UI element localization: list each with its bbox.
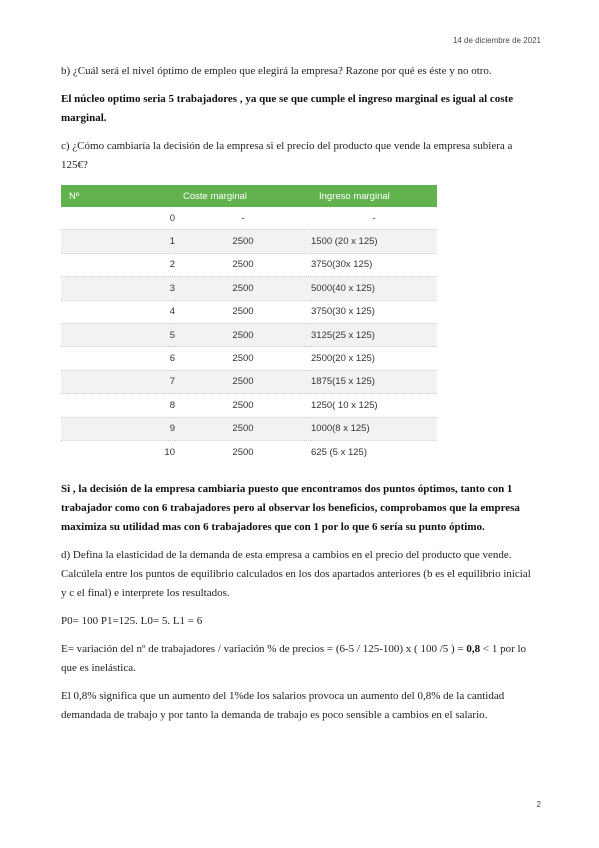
question-c: c) ¿Cómo cambiaría la decisión de la empresa si el precio del producto que vende la empresa subiera a 125€? bbox=[61, 140, 513, 171]
cell-n: 5 bbox=[169, 329, 175, 341]
header-n: Nº bbox=[69, 190, 80, 202]
table-row bbox=[61, 323, 437, 346]
cell-n: 4 bbox=[169, 306, 175, 318]
header-cost: Coste marginal bbox=[183, 190, 247, 202]
marginal-table bbox=[61, 185, 437, 463]
table-row bbox=[61, 253, 437, 276]
cell-cost: 2500 bbox=[232, 306, 254, 318]
elasticity-formula bbox=[61, 640, 539, 678]
cell-income: 1250( 10 x 125) bbox=[311, 399, 378, 411]
elasticity-text: E= variación del nº de trabajadores / variación % de precios = (6-5 / 125-100) x ( 100 /5 ) = bbox=[61, 643, 467, 656]
cell-income: 625 (5 x 125) bbox=[311, 446, 367, 458]
answer-c: Si , la decisión de la empresa cambiaria puesto que encontramos dos puntos óptimos, tanto con 1 trabajador como con 6 trabajadores pero al observar los beneficios, comprobamos que la empresa maximiza su utilidad mas con 6 trabajadores que con 1 por lo que 6 sería su punto óptimo. bbox=[61, 483, 520, 534]
table-row bbox=[61, 347, 437, 370]
cell-cost: 2500 bbox=[232, 282, 254, 294]
table-row bbox=[61, 230, 437, 253]
header-date: 14 de diciembre de 2021 bbox=[452, 36, 541, 45]
cell-cost: 2500 bbox=[232, 399, 254, 411]
cell-cost: - bbox=[241, 212, 245, 224]
cell-n: 3 bbox=[169, 282, 175, 294]
cell-cost: 2500 bbox=[232, 423, 254, 435]
cell-cost: 2500 bbox=[232, 446, 254, 458]
cell-n: 0 bbox=[169, 212, 175, 224]
question-d: d) Defina la elasticidad de la demanda de esta empresa a cambios en el precio del producto que vende. Calcúlela entre los puntos de equilibrio calculados en los dos apartados anteriores (b es el equilibrio inicial y c el final) e interprete los resultados. bbox=[61, 549, 531, 600]
cell-income: 1875(15 x 125) bbox=[311, 376, 375, 388]
interpretation: El 0,8% significa que un aumento del 1%de los salarios provoca un aumento del 0,8% de la cantidad demandada de trabajo y por tanto la demanda de trabajo es poco sensible a cambios en el salario. bbox=[61, 690, 505, 722]
cell-income: 2500(20 x 125) bbox=[311, 353, 375, 365]
header-income: Ingreso marginal bbox=[319, 190, 390, 202]
table-row bbox=[61, 277, 437, 300]
cell-cost: 2500 bbox=[232, 259, 254, 271]
cell-income: 3125(25 x 125) bbox=[311, 329, 375, 341]
question-b: b) ¿Cuál será el nivel óptimo de empleo que elegirá la empresa? Razone por qué es éste y no otro. bbox=[61, 65, 492, 77]
cell-n: 2 bbox=[169, 259, 175, 271]
table-row bbox=[61, 207, 437, 230]
cell-income: 3750(30x 125) bbox=[311, 259, 373, 271]
table-body bbox=[61, 207, 437, 463]
table-row bbox=[61, 300, 437, 323]
cell-income: 5000(40 x 125) bbox=[311, 282, 375, 294]
cell-cost: 2500 bbox=[232, 376, 254, 388]
cell-income: 3750(30 x 125) bbox=[311, 306, 375, 318]
cell-n: 1 bbox=[169, 236, 175, 248]
cell-income: - bbox=[372, 212, 376, 224]
values-line: P0= 100 P1=125. L0= 5. L1 = 6 bbox=[61, 615, 203, 628]
table-row bbox=[61, 370, 437, 393]
page-number: 2 bbox=[536, 800, 541, 809]
cell-income: 1500 (20 x 125) bbox=[311, 236, 378, 248]
table-row bbox=[61, 440, 437, 463]
cell-cost: 2500 bbox=[232, 329, 254, 341]
cell-n: 10 bbox=[164, 446, 175, 458]
cell-income: 1000(8 x 125) bbox=[311, 423, 370, 435]
answer-b: El núcleo optimo seria 5 trabajadores , ya que se que cumple el ingreso marginal es igual al coste marginal. bbox=[61, 93, 514, 124]
cell-n: 7 bbox=[169, 376, 175, 388]
elasticity-value: 0,8 bbox=[466, 643, 481, 656]
page-content bbox=[61, 62, 539, 734]
table-row bbox=[61, 394, 437, 417]
elasticity-conclusion: < 1 por lo que es inelástica. bbox=[61, 643, 527, 675]
table-header-row bbox=[61, 185, 437, 207]
cell-cost: 2500 bbox=[232, 236, 254, 248]
cell-n: 6 bbox=[169, 353, 175, 365]
cell-cost: 2500 bbox=[232, 353, 254, 365]
cell-n: 8 bbox=[169, 399, 175, 411]
cell-n: 9 bbox=[169, 423, 175, 435]
table-row bbox=[61, 417, 437, 440]
